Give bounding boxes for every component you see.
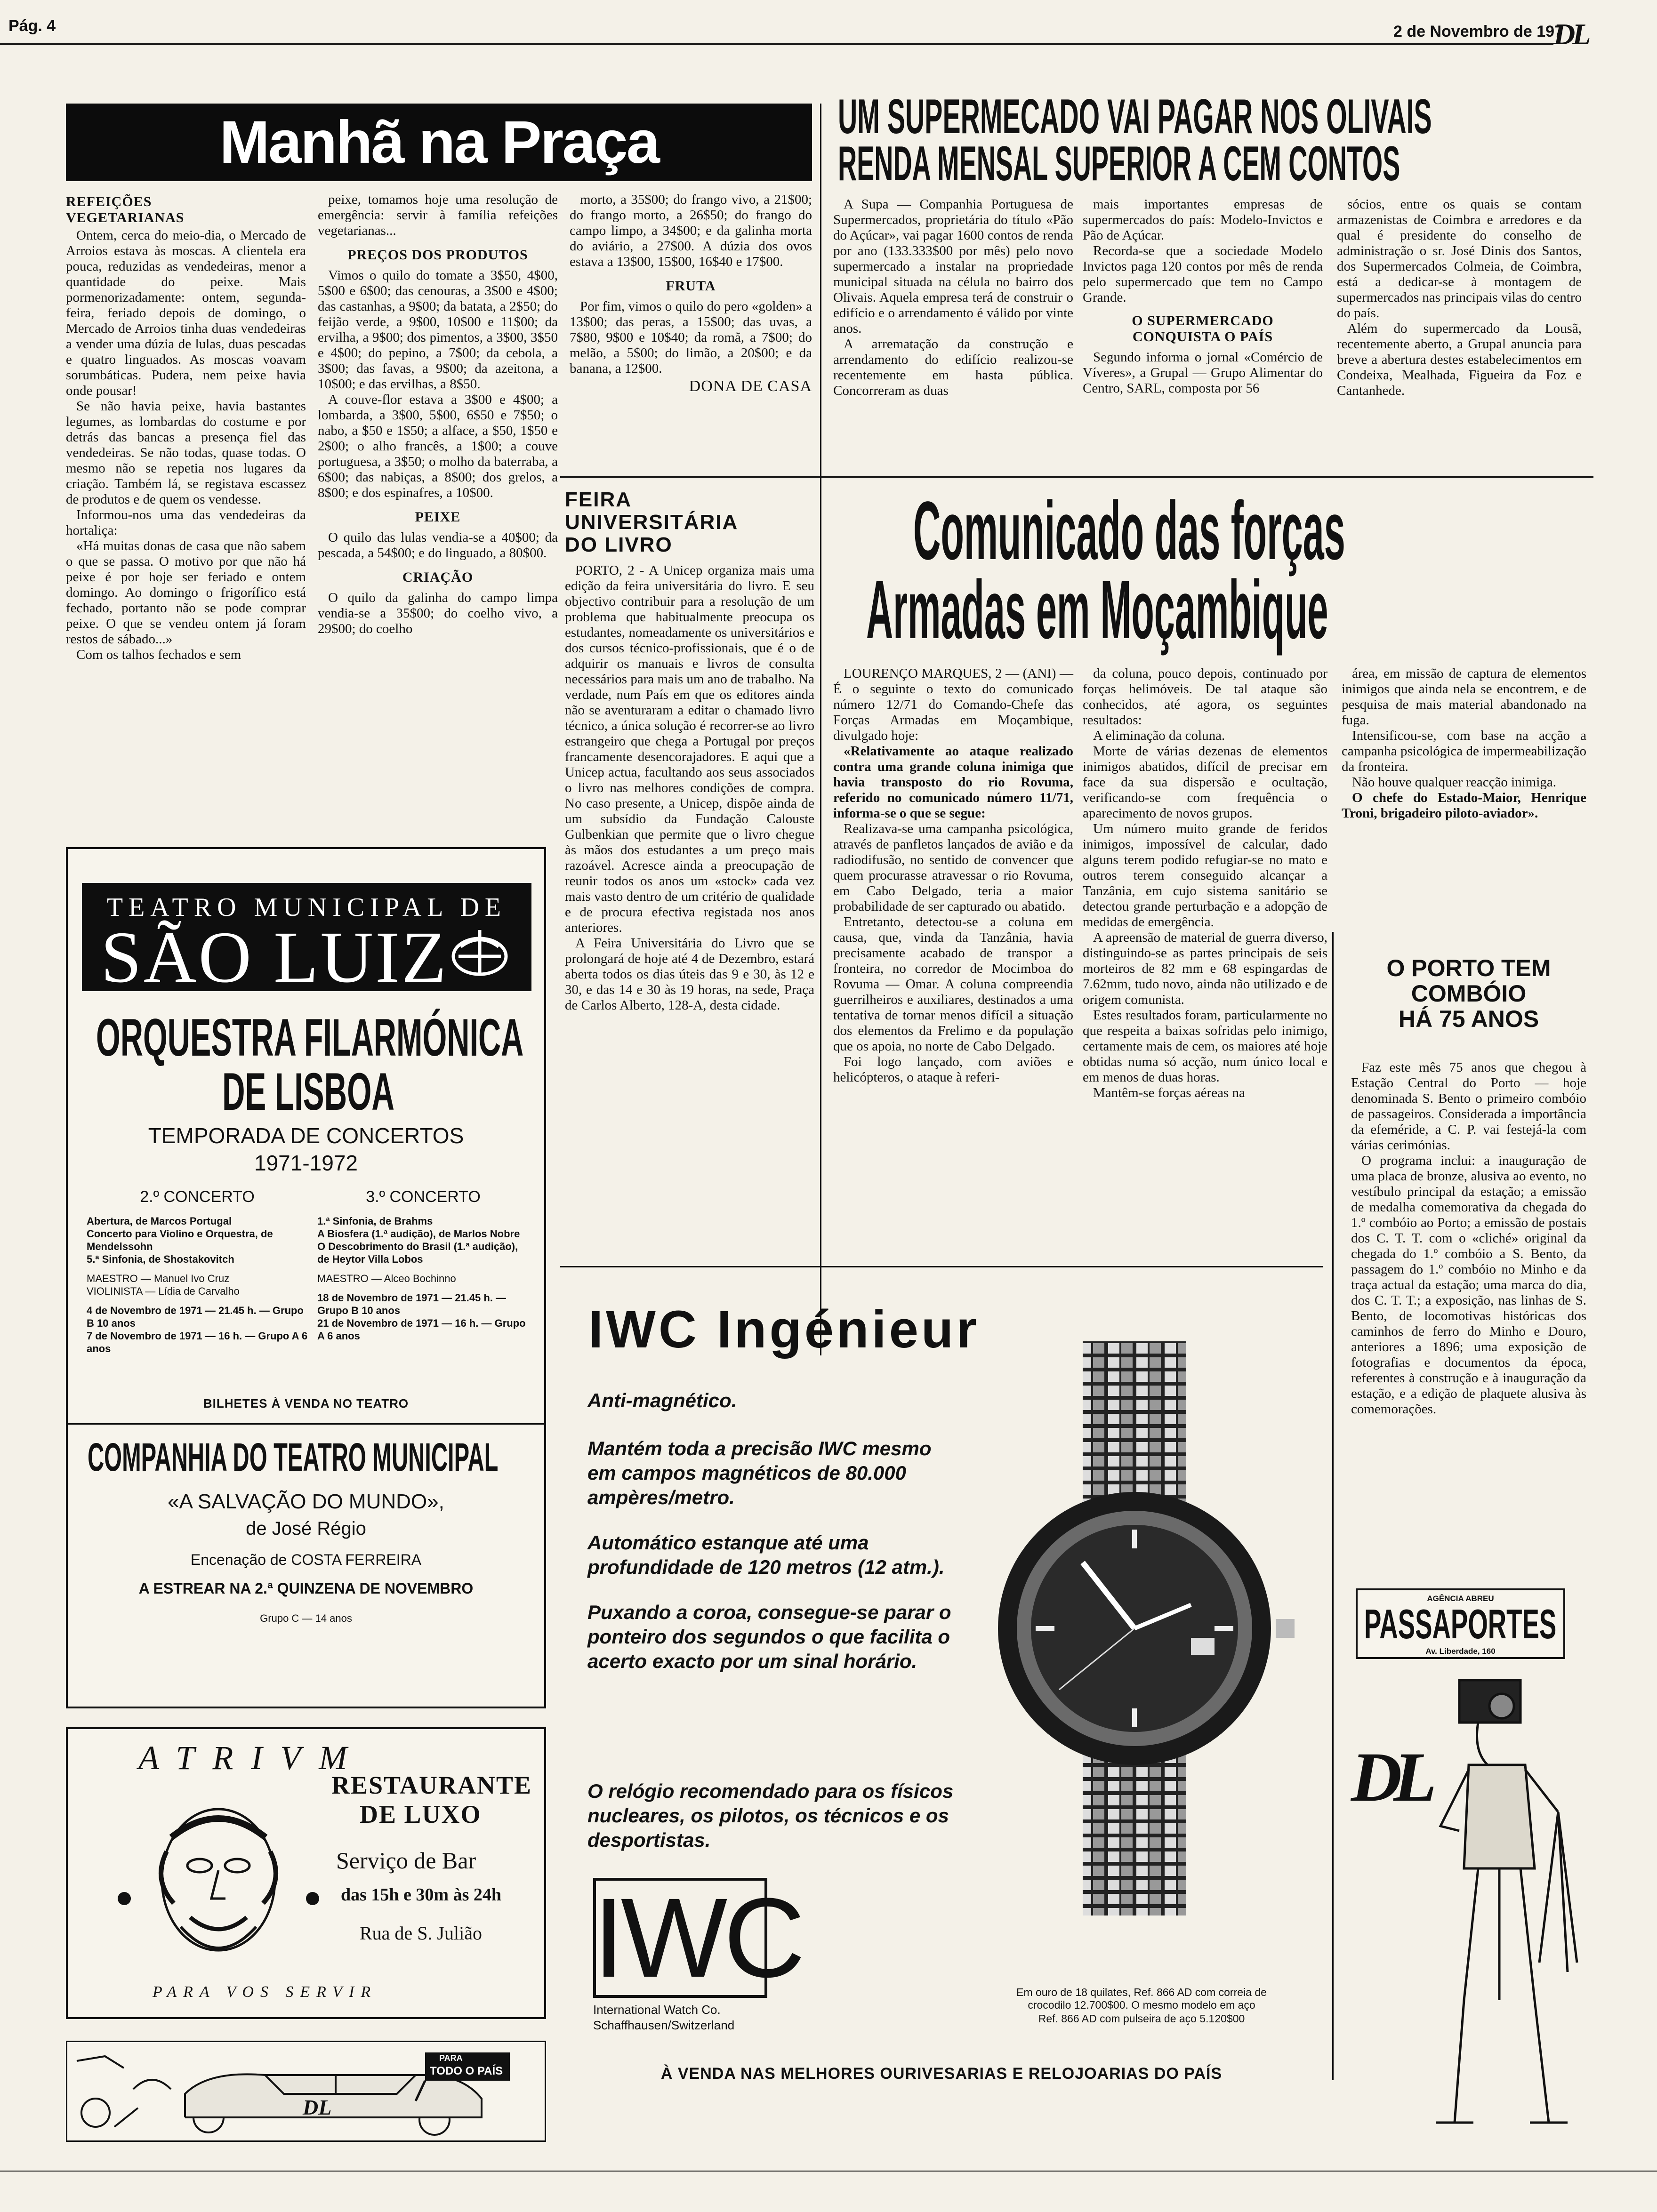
- concert-3: [317, 1188, 529, 1342]
- teatro-banner: [82, 883, 531, 998]
- company-line: COMPANHIA DO TEATRO MUNICIPAL: [88, 1435, 499, 1479]
- iwc-logo: IWC: [593, 1875, 802, 2001]
- super-headline: [838, 89, 1591, 191]
- orchestra-line-2: DE LISBOA: [222, 1062, 394, 1121]
- manha-banner-title: Manhã na Praça: [219, 109, 659, 176]
- manha-col2: [318, 192, 558, 637]
- heading-fruta: FRUTA: [666, 278, 716, 294]
- iwc-line: Automático estanque até uma profundidade de 120 metros (12 atm.).: [587, 1531, 945, 1578]
- teatro-name: SÃO LUIZ: [101, 916, 449, 998]
- program-line: 18 de Novembro de 1971 — 21.45 h. — Grupo B 10 anos: [317, 1292, 507, 1316]
- paragraph: A couve-flor estava a 3$00 e 4$00; a lombarda, a 3$00, 5$00, 6$50 e 7$50; o nabo, a $50 e 1$50; a alface, a $50, 1$50 e 2$00; o alho francês, a 1$00; a couve portuguesa, a 3$50; o molho da baterraba, a 6$00; das nabiças, a 8$00; dos grelos, a 8$00; e dos espinafres, a 10$00.: [318, 392, 558, 500]
- iwc-ad: [560, 1271, 1323, 2083]
- car-cartoon-icon: [67, 2042, 545, 2140]
- program-line: Abertura, de Marcos Portugal: [87, 1215, 232, 1227]
- iwc-line: Puxando a coroa, consegue-se parar o ponteiro dos segundos o que facilita o acerto exacto por um sinal horário.: [587, 1601, 951, 1672]
- paragraph: Recorda-se que a sociedade Modelo Invictos paga 120 contos por mês de renda pelo supermercado que tem no Campo Grande.: [1083, 243, 1323, 305]
- paragraph: Com os talhos fechados e sem: [76, 647, 241, 662]
- program-line: 1.ª Sinfonia, de Brahms: [317, 1215, 433, 1227]
- section-rule: [560, 476, 1593, 478]
- teatro-top: TEATRO MUNICIPAL DE: [106, 893, 507, 922]
- comunicado-col3: [1342, 666, 1586, 821]
- header-logo: DL: [1553, 17, 1588, 51]
- porto-article: [1351, 955, 1586, 1417]
- iwc-company-1: International Watch Co.: [593, 2003, 721, 2017]
- atrium-title-1: RESTAURANTE: [331, 1771, 532, 1799]
- passaportes-name: PASSAPORTES: [1364, 1601, 1557, 1647]
- paragraph: peixe, tomamos hoje uma resolução de emergência: servir à família refeições vegetarianas...: [318, 192, 558, 238]
- paragraph: A eliminação da coluna.: [1093, 728, 1225, 743]
- program-line: A Biosfera (1.ª audição), de Marlos Nobre: [317, 1228, 520, 1240]
- paragraph: Por fim, vimos o quilo do pero «golden» a 13$00; das peras, a 15$00; das uvas, a 7$80, 9$00 e 10$40; da romã, a 7$00; do melão, a 5$00; do limão, a 20$00; e da banana, a 12$00.: [570, 299, 812, 376]
- concert-2: [87, 1188, 308, 1355]
- photographer-illustration-icon: [1408, 1671, 1586, 2141]
- footer-rule: [0, 2171, 1657, 2172]
- paragraph: «Há muitas donas de casa que não sabem o que se passa. O motivo por que não há peixe é por hoje ser feriado e ontem domingo. Ao domingo o frigorífico está fechado, portanto não se pode comprar peixe. O que se vendeu ontem já foram restos de sábado...»: [66, 538, 306, 647]
- super-col1: [833, 197, 1073, 399]
- atrium-title-2: DE LUXO: [360, 1800, 482, 1828]
- season-line-1: TEMPORADA DE CONCERTOS: [148, 1123, 464, 1148]
- ad-divider: [68, 1423, 544, 1425]
- atrium-motto: PARA VOS SERVIR: [153, 1983, 378, 2001]
- section-rule: [560, 1266, 1323, 1267]
- atrium-ad: [66, 1727, 546, 2019]
- tickets-line: BILHETES À VENDA NO TEATRO: [203, 1396, 409, 1411]
- paragraph: O programa inclui: a inauguração de uma placa de bronze, alusiva ao evento, no vestíbulo principal da estação; a emissão de medalha comemorativa da chegada do 1.º combóio ao Porto; a emissão de postais dos C. T. T. com o «cliché» original da chegada do 1.º combóio a S. Bento, da passagem do 1.º combóio no Minho e da traça actual da estação; uma marca do dia, dos C. T. T.; a exposição, nas linhas de S. Bento, de locomotivas históricas dos caminhos de ferro do Minho e Douro, anteriores a 1896; uma exposição de fotografias e documentos da época, referentes à construção e à inauguração da estação, e a edição de plaquete alusiva às comemorações.: [1351, 1153, 1586, 1417]
- paragraph: PORTO, 2 - A Unicep organiza mais uma edição da feira universitária do livro. E seu objectivo contribuir para a resolução de um problema que habitualmente preocupa os estudantes, nomeadamente os universitários e dos cursos técnico-profissionais, que é o de adquirir os manuais e livros de consulta necessários para mais um ano de trabalho. Na verdade, num País em que os editores ainda não se aventuraram a editar o chamado livro técnico, a única solução é recorrer-se ao livro estrangeiro que chega a Portugal por preços francamente desencorajadores. E aqui que a Unicep actua, facultando aos seus associados o livro nas melhores condições de compra. No caso presente, a Unicep, dispõe ainda de um subsídio da Fundação Calouste Gulbenkian que permite que o livro chegue às mãos dos estudantes a um preço mais razoável. Acresce ainda a preocupação de reunir todos os anos um «stock» cada vez mais vasto dentro de um critério de qualidade e de procura efectiva registada nos anos anteriores.: [565, 563, 814, 935]
- super-title-1: UM SUPERMECADO VAI PAGAR NOS OLIVAIS: [838, 89, 1432, 144]
- paragraph: Segundo informa o jornal «Comércio de Víveres», a Grupal — Grupo Alimentar do Centro, SARL, composta por 56: [1083, 350, 1323, 396]
- heading-precos: PREÇOS DOS PRODUTOS: [347, 247, 528, 263]
- atrium-arc: ATRIVM: [138, 1739, 365, 1777]
- iwc-price-2: Ref. 866 AD com pulseira de aço 5.120$00: [1038, 2012, 1245, 2025]
- atrium-hours: das 15h e 30m às 24h: [341, 1885, 501, 1905]
- heading-peixe: PEIXE: [415, 509, 461, 525]
- season-line-2: 1971-1972: [254, 1151, 358, 1175]
- atrium-mask-icon: [96, 1748, 341, 2002]
- play-premiere: A ESTREAR NA 2.ª QUINZENA DE NOVEMBRO: [138, 1580, 474, 1597]
- play-author: de José Régio: [246, 1518, 366, 1539]
- paragraph: Ontem, cerca do meio-dia, o Mercado de Arroios estava às moscas. A clientela era pouca, reduzidas as vendedeiras, menor a quantidade do peixe. Mais pormenorizadamente: ontem, segunda-feira, feriado depois de domingo, o Mercado de Arroios tinha duas vendedeiras a vender uma dúzia de lulas, duas pescadas e quatro linguados. As moscas voavam sorumbáticas. Pudera, nem peixe havia onde pousar!: [66, 228, 306, 398]
- paragraph: Vimos o quilo do tomate a 3$50, 4$00, 5$00 e 6$00; das cenouras, a 3$00 e 4$00; das castanhas, a 9$00; da batata, a 2$50; do feijão verde, a 9$00, 10$00 e 11$00; da ervilha, a 9$00; dos pimentos, a 3$00, 3$50 e 4$00; do pepino, a 7$00; da cebola, a 3$00; das favas, a 9$00; da azeitona, a 10$00; e das ervilhas, a 8$50.: [318, 268, 558, 392]
- column-rule: [820, 104, 821, 1355]
- feira-title-3: DO LIVRO: [565, 533, 673, 556]
- paragraph: A Supa — Companhia Portuguesa de Supermercados, proprietária do título «Pão do Açúcar», vai pagar 1600 contos de renda por ano (133.333$00 por mês) pelo novo supermercado a instalar na propriedade municipal situada na célula no bairro dos Olivais. Aquela empresa terá de construir o edifício e o arrendamento é válido por vinte anos.: [833, 197, 1073, 336]
- program-line: 4 de Novembro de 1971 — 21.45 h. — Grupo B 10 anos: [87, 1305, 304, 1329]
- paragraph: Informou-nos uma das vendedeiras da hortaliça:: [66, 507, 306, 538]
- iwc-line: Mantém toda a precisão IWC mesmo em campos magnéticos de 80.000 ampères/metro.: [587, 1437, 932, 1508]
- program-line: 7 de Novembro de 1971 — 16 h. — Grupo A 6 anos: [87, 1330, 308, 1354]
- super-col2: [1083, 197, 1323, 396]
- orchestra-line-1: ORQUESTRA FILARMÓNICA: [96, 1008, 524, 1067]
- paragraph: Intensificou-se, com base na acção a campanha psicológica de impermeabilização da fronteira.: [1342, 728, 1586, 774]
- manha-col1: [66, 192, 306, 663]
- feira-title-2: UNIVERSITÁRIA: [565, 511, 739, 534]
- paragraph: «Relativamente ao ataque realizado contra uma grande coluna inimiga que havia transposto do rio Rovuma, referido no comunicado número 11/71, informa-se o que se segue:: [833, 744, 1073, 821]
- paragraph: LOURENÇO MARQUES, 2 — (ANI) — É o seguinte o texto do comunicado número 12/71 do Comando-Chefe das Forças Armadas em Moçambique, divulgado hoje:: [833, 666, 1073, 743]
- program-line: 5.ª Sinfonia, de Shostakovitch: [87, 1253, 234, 1265]
- paragraph: da coluna, pouco depois, continuado por forças helimóveis. De tal ataque são conhecidos, até agora, os seguintes resultados:: [1083, 666, 1327, 728]
- comunicado-headline: [866, 485, 1525, 656]
- passaportes-address: Av. Liberdade, 160: [1425, 1647, 1496, 1656]
- dl-ad-logo: DL: [1351, 1738, 1428, 1816]
- paragraph: sócios, entre os quais se contam armazenistas de Coimbra e arredores e da qual é presidente do conselho de administração o sr. José Dinis dos Santos, dos Supermercados Colmeia, de Coimbra, está a dedicar-se à montagem de supermercados nas principais vilas do centro do país.: [1337, 197, 1582, 321]
- cartoon-sign-2: TODO O PAÍS: [430, 2065, 503, 2077]
- heading-refeicoes: REFEIÇÕES: [66, 194, 152, 209]
- iwc-price-1: Em ouro de 18 quilates, Ref. 866 AD com correia de crocodilo 12.700$00. O mesmo modelo em aço: [1016, 1986, 1267, 2011]
- heading-vegetarianas: VEGETARIANAS: [66, 210, 185, 225]
- header-rule: [0, 43, 1553, 45]
- manha-banner: [66, 104, 812, 181]
- porto-title-1: O PORTO TEM: [1386, 955, 1551, 981]
- paragraph: Não houve qualquer reacção inimiga.: [1352, 775, 1557, 790]
- heading-conquista: CONQUISTA O PAÍS: [1132, 329, 1273, 345]
- paragraph: O quilo da galinha do campo limpa vendia-se a 35$00; do coelho vivo, a 29$00; do coelho: [318, 590, 558, 636]
- paragraph: Um número muito grande de feridos inimigos, impossível de calcular, dado alguns terem podido refugiar-se no mato e outros terem conseguido alcançar a Tanzânia, em cujo sistema sanitário se detectou grande perturbação e a adopção de medidas de emergência.: [1083, 821, 1327, 930]
- page-number: Pág. 4: [8, 17, 56, 35]
- comunicado-col2: [1083, 666, 1327, 1101]
- play-staging: Encenação de COSTA FERREIRA: [190, 1551, 422, 1568]
- paragraph: Faz este mês 75 anos que chegou à Estação Central do Porto — hoje denominada S. Bento o primeiro combóio de passageiros. Considerada a importância da efeméride, a C. P. vai festejá-la com várias cerimónias.: [1351, 1060, 1586, 1153]
- paragraph: Se não havia peixe, havia bastantes legumes, as lombardas do costume e por detrás das bancas a presença fiel das vendedeiras. Se não todas, quase todas. O mesmo não se repetia nos lugares da criação. Também lá, se registava escassez de produtos e de quem os vendesse.: [66, 399, 306, 507]
- porto-title-3: HÁ 75 ANOS: [1398, 1006, 1539, 1032]
- paragraph: área, em missão de captura de elementos inimigos que ainda nela se encontrem, e de pesquisa de mais material abandonado na fuga.: [1342, 666, 1586, 728]
- header-date: 2 de Novembro de 197: [1393, 23, 1563, 40]
- paragraph: A apreensão de material de guerra diverso, distinguindo-se as partes principais de seis morteiros de 82 mm e 68 espingardas de 7.62mm, tudo novo, ainda não utilizado e de origem comunista.: [1083, 930, 1327, 1007]
- comunicado-col1: [833, 666, 1073, 1085]
- program-line: VIOLINISTA — Lídia de Carvalho: [87, 1285, 240, 1297]
- program-line: O Descobrimento do Brasil (1.ª audição), de Heytor Villa Lobos: [317, 1241, 518, 1265]
- teatro-emblem-icon: [449, 928, 510, 980]
- concert-2-title: 2.º CONCERTO: [140, 1188, 255, 1206]
- iwc-line: Anti-magnético.: [587, 1389, 737, 1411]
- play-title: «A SALVAÇÃO DO MUNDO»,: [168, 1490, 444, 1513]
- dl-illustration-ad: [1351, 1671, 1586, 2146]
- paragraph: Realizava-se uma campanha psicológica, através de panfletos lançados de avião e da radiodifusão, no sentido de convencer que quem procurasse atravessar o rio Rovuma, em Cabo Delgado, teria a maior probabilidade de ser capturado ou abatido.: [833, 821, 1073, 914]
- paragraph: O chefe do Estado-Maior, Henrique Troni, brigadeiro piloto-aviador».: [1342, 790, 1586, 821]
- paragraph: Mantêm-se forças aéreas na: [1093, 1085, 1245, 1100]
- porto-title-2: COMBÓIO: [1411, 980, 1527, 1007]
- passaportes-agency: AGÊNCIA ABREU: [1427, 1594, 1494, 1603]
- comunicado-title-2: Armadas em Moçambique: [866, 564, 1328, 656]
- page-header: [0, 0, 1657, 52]
- program-line: MAESTRO — Alceo Bochinno: [317, 1273, 456, 1284]
- paragraph: Além do supermercado da Lousã, recentemente aberto, a Grupal anuncia para breve a abertura destes estabelecimentos em Condeixa, Mealhada, Figueira da Foz e Cantanhede.: [1337, 321, 1582, 398]
- watch-image-icon: [965, 1341, 1304, 1915]
- manha-col3: [570, 192, 812, 394]
- super-title-2: RENDA MENSAL SUPERIOR A CEM CONTOS: [838, 136, 1400, 191]
- paragraph: Foi logo lançado, com aviões e helicópteros, o ataque à referi-: [833, 1054, 1073, 1085]
- feira-title-1: FEIRA: [565, 488, 632, 511]
- program-line: Concerto para Violino e Orquestra, de Mendelssohn: [87, 1228, 273, 1252]
- paragraph: mais importantes empresas de supermercados do país: Modelo-Invictos e Pão de Açúcar.: [1083, 197, 1323, 243]
- iwc-title: IWC Ingénieur: [588, 1300, 980, 1359]
- iwc-footer: À VENDA NAS MELHORES OURIVESARIAS E RELOJOARIAS DO PAÍS: [660, 2065, 1223, 2083]
- cartoon-car-logo: DL: [303, 2095, 332, 2119]
- teatro-ad: [66, 847, 546, 1708]
- play-group: Grupo C — 14 anos: [260, 1612, 352, 1624]
- paragraph: A Feira Universitária do Livro que se prolongará de hoje até 4 de Dezembro, estará aberta todos os dias úteis das 9 e 30, às 12 e 30, e das 14 e 30 às 19 horas, na sede, Praça de Carlos Alberto, 128-A, desta cidade.: [565, 936, 814, 1013]
- concert-3-title: 3.º CONCERTO: [366, 1188, 481, 1206]
- feira-article: [565, 489, 814, 1013]
- iwc-line: O relógio recomendado para os físicos nucleares, os pilotos, os técnicos e os desportistas.: [587, 1780, 954, 1851]
- paragraph: morto, a 35$00; do frango vivo, a 21$00; do frango morto, a 26$50; do frango do campo limpo, a 34$00; e da galinha morta do aviário, a 27$00. A dúzia dos ovos estava a 13$00, 15$00, 16$40 e 17$00.: [570, 192, 812, 269]
- atrium-address: Rua de S. Julião: [360, 1923, 482, 1944]
- cartoon-ad: [66, 2041, 546, 2142]
- cartoon-sign-1: PARA: [439, 2053, 463, 2063]
- comunicado-title-1: Comunicado das forças: [913, 485, 1345, 577]
- paragraph: Estes resultados foram, particularmente no que respeita a baixas sofridas pelo inimigo, certamente mais de cem, os maiores até hoje obtidas numa só acção, num único local e em menos de duas horas.: [1083, 1008, 1327, 1085]
- byline: DONA DE CASA: [689, 377, 812, 395]
- super-col3: [1337, 197, 1582, 399]
- paragraph: O quilo das lulas vendia-se a 40$00; da pescada, a 54$00; e do linguado, a 80$00.: [318, 530, 558, 561]
- heading-supermercado: O SUPERMERCADO: [1132, 313, 1274, 329]
- paragraph: A arrematação da construção e arrendamento do edifício realizou-se recentemente em hasta pública. Concorreram as duas: [833, 337, 1073, 398]
- iwc-copy: [587, 1388, 964, 1674]
- passaportes-ad: [1356, 1588, 1565, 1659]
- heading-criacao: CRIAÇÃO: [402, 569, 474, 585]
- program-line: MAESTRO — Manuel Ivo Cruz: [87, 1273, 230, 1284]
- program-line: 21 de Novembro de 1971 — 16 h. — Grupo A 6 anos: [317, 1317, 526, 1342]
- iwc-company-2: Schaffhausen/Switzerland: [593, 2018, 735, 2032]
- paragraph: Morte de várias dezenas de elementos inimigos abatidos, difícil de precisar em face da sua dispersão e ocultação, verificando-se com frequência o aparecimento de novos grupos.: [1083, 744, 1327, 821]
- atrium-bar: Serviço de Bar: [336, 1847, 476, 1874]
- column-rule: [1332, 932, 1334, 2080]
- paragraph: Entretanto, detectou-se a coluna em causa, que, vinda da Tanzânia, havia precisamente acabado de transpor a fronteira, no corredor de Mocimboa do Rovuma — Omar. A coluna compreendia guerrilheiros e auxiliares, destinados a uma tentativa de tornar menos difícil a situação dos elementos da Frelimo e da população que os apoia, no norte de Cabo Delgado.: [833, 914, 1073, 1054]
